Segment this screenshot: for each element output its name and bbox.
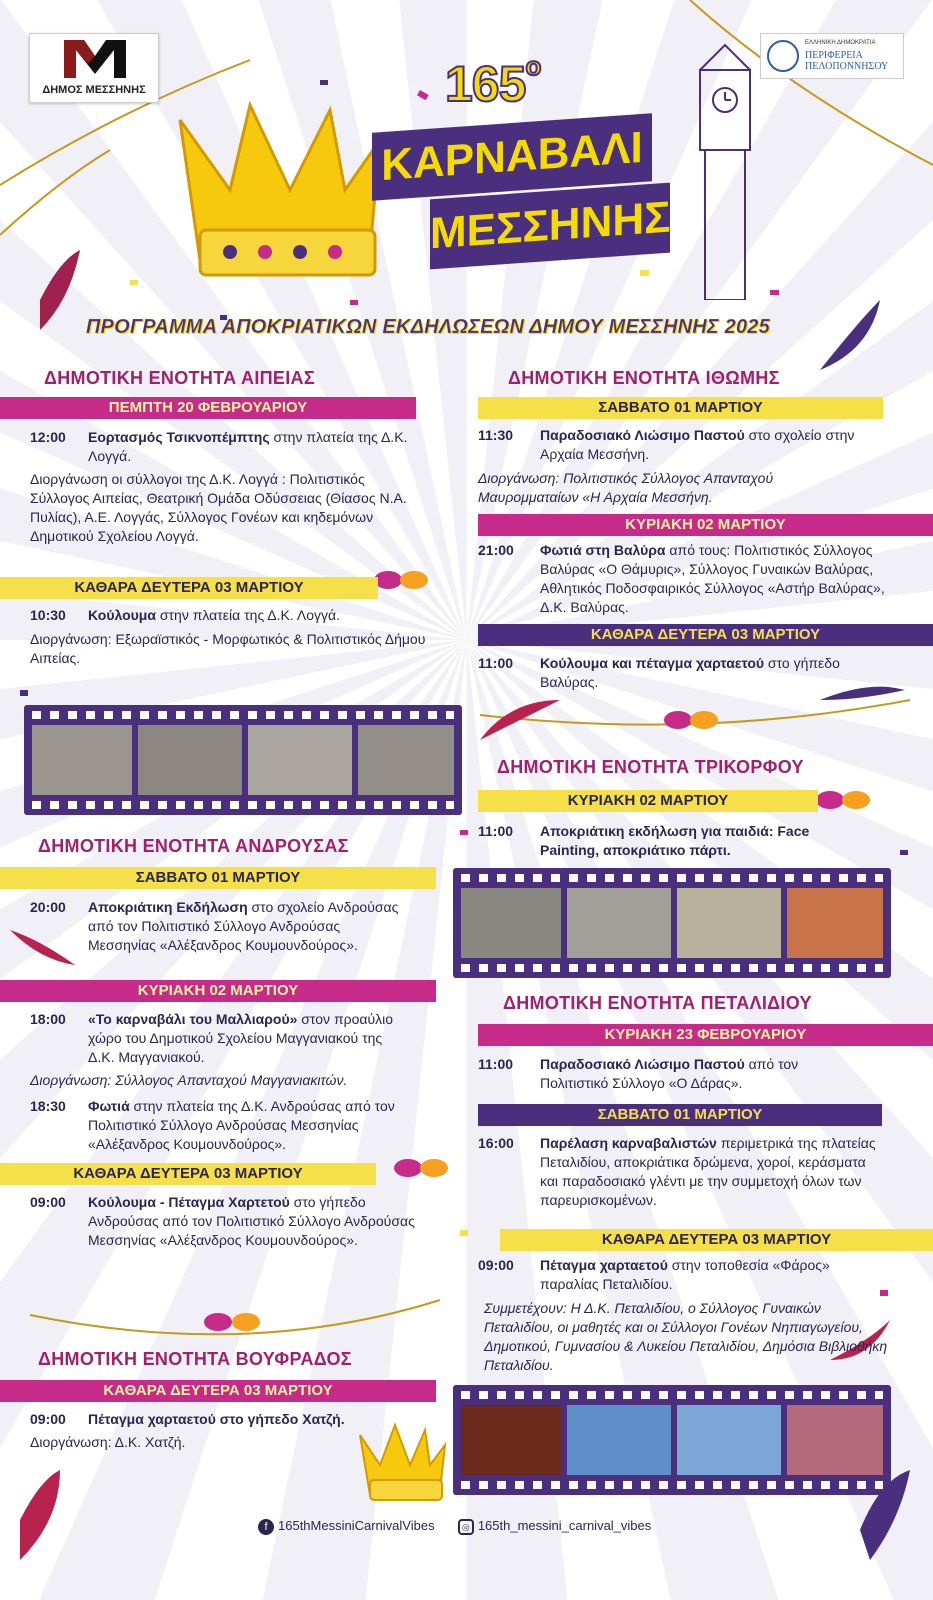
event-detail: στον προαύλιο χώρο του Δημοτικού Σχολείου Μαγγανιακού της Δ.Κ. Μαγγανιακού. (88, 1011, 393, 1065)
androusa-day1-bar: ΣΑΒΒΑΤΟ 01 ΜΑΡΤΙΟΥ (0, 867, 436, 889)
municipality-logo-label: ΔΗΜΟΣ ΜΕΣΣΗΝΗΣ (42, 84, 146, 96)
region-logo-line3: ΠΕΛΟΠΟΝΝΗΣΟΥ (805, 61, 889, 72)
aipeia-event1-organizers: Διοργάνωση οι σύλλογοι της Δ.Κ. Λογγά : Πολιτιστικός Σύλλογος Αιπείας, Θεατρική Ομάδα Οδύσσειας (Θίασος Ν.Α. Πυλίας), Α.Ε. Λογγάς, Σύλλογος Γονέων και κηδεμόνων Δημοτικού Σχολείου Λογγά. (30, 471, 407, 544)
event-time: 21:00 (478, 542, 514, 558)
event-title: Αποκριάτικη Εκδήλωση (88, 899, 248, 915)
ithomi-day2-bar: ΚΥΡΙΑΚΗ 02 ΜΑΡΤΙΟΥ (478, 514, 933, 536)
event-time: 18:30 (30, 1098, 66, 1114)
ithomi-day3-bar: ΚΑΘΑΡΑ ΔΕΥΤΕΡΑ 03 ΜΑΡΤΙΟΥ (478, 624, 933, 646)
unit-trikorfo-title: ΔΗΜΟΤΙΚΗ ΕΝΟΤΗΤΑ ΤΡΙΚΟΡΦΟΥ (497, 757, 804, 777)
event-time: 09:00 (30, 1194, 66, 1210)
region-logo-line2: ΠΕΡΙΦΕΡΕΙΑ (805, 50, 863, 61)
title-banner-line1: ΚΑΡΝΑΒΑΛΙ (372, 113, 652, 201)
event-title: Φωτιά στη Βαλύρα (540, 542, 666, 558)
androusa-event2-organizers: Διοργάνωση: Σύλλογος Απανταχού Μαγγανιακιτών. (30, 1072, 348, 1088)
ithomi-day1-bar: ΣΑΒΒΑΤΟ 01 ΜΑΡΤΙΟΥ (478, 397, 883, 419)
edition-ordinal: ο (525, 51, 541, 81)
municipality-logo (29, 33, 159, 103)
voufrada-day1-bar: ΚΑΘΑΡΑ ΔΕΥΤΕΡΑ 03 ΜΑΡΤΙΟΥ (0, 1380, 436, 1402)
unit-androusa-title: ΔΗΜΟΤΙΚΗ ΕΝΟΤΗΤΑ ΑΝΔΡΟΥΣΑΣ (38, 836, 349, 856)
event-time: 18:00 (30, 1011, 66, 1027)
edition-number (445, 51, 541, 113)
event-detail: στο σχολείο Ανδρούσας από τον Πολιτιστικό Σύλλογο Ανδρούσας Μεσσηνίας «Αλέξανδρος Κουμουνδούρος». (88, 899, 399, 953)
event-time: 16:00 (478, 1135, 514, 1151)
event-time: 11:30 (478, 427, 514, 443)
event-detail: από τους: Πολιτιστικός Σύλλογος Βαλύρας «Ο Θάμυρις», Σύλλογος Γυναικών Βαλύρας, Αθλητικός Ποδοσφαιρικός Σύλλογος «Αστήρ Βαλύρας», Δ.Κ. Βαλύρας. (540, 542, 885, 615)
archive-photo (32, 725, 132, 795)
region-logo-name (805, 50, 888, 72)
event-title: Εορτασμός Τσικνοπέμπτης (88, 429, 270, 445)
carnival-photo (677, 888, 781, 958)
instagram-icon: ◎ (458, 1519, 474, 1535)
unit-ithomi-title: ΔΗΜΟΤΙΚΗ ΕΝΟΤΗΤΑ ΙΘΩΜΗΣ (508, 368, 780, 388)
event-title: Παρέλαση καρναβαλιστών (540, 1135, 717, 1151)
androusa-day3-bar: ΚΑΘΑΡΑ ΔΕΥΤΕΡΑ 03 ΜΑΡΤΙΟΥ (0, 1163, 376, 1185)
event-detail: περιμετρικά της πλατείας Πεταλιδίου, αποκριάτικα δρώμενα, χοροί, κεράσματα και παραδοσιακό γλέντι με την συμμετοχή όλων των παρευρισκομένων. (540, 1135, 876, 1208)
bonfire-photo (461, 1405, 561, 1475)
archive-photo (358, 725, 454, 795)
event-detail: στην τοποθεσία «Φάρος» παραλίας Πεταλιδίου. (540, 1257, 830, 1292)
event-time: 09:00 (478, 1257, 514, 1273)
event-detail: στην πλατεία της Δ.Κ. Ανδρούσας από τον Πολιτιστικό Σύλλογο Ανδρούσας Μεσσηνίας «Αλέξανδρος Κουμουνδούρος». (88, 1098, 395, 1152)
androusa-day2-bar: ΚΥΡΙΑΚΗ 02 ΜΑΡΤΙΟΥ (0, 980, 436, 1002)
crown-icon (170, 100, 390, 290)
event-detail: από τον Πολιτιστικό Σύλλογο «Ο Δάρας». (540, 1056, 799, 1091)
ithomi-event1-organizers: Διοργάνωση: Πολιτιστικός Σύλλογος Απανταχού Μαυρομματαίων «Η Αρχαία Μεσσήνη. (478, 470, 774, 505)
event-time: 11:00 (478, 655, 514, 671)
clock-tower-icon (690, 40, 760, 300)
aipeia-day1-bar: ΠΕΜΠΤΗ 20 ΦΕΒΡΟΥΑΡΙΟΥ (0, 397, 416, 419)
event-time: 20:00 (30, 899, 66, 915)
photo-filmstrip-1 (24, 705, 462, 815)
instagram-handle[interactable]: 165th_messini_carnival_vibes (477, 1518, 652, 1533)
unit-voufrada-title: ΔΗΜΟΤΙΚΗ ΕΝΟΤΗΤΑ ΒΟΥΦΡΑΔΟΣ (38, 1349, 352, 1369)
event-title: Κούλουμα και πέταγμα χαρταετού (540, 655, 765, 671)
aipeia-event2-organizers: Διοργάνωση: Εξωραϊστικός - Μορφωτικός & Πολιτιστικός Δήμου Αιπείας. (30, 631, 426, 666)
crowd-photo (787, 1405, 883, 1475)
mask-float-photo (677, 1405, 781, 1475)
voufrada-event1-organizers: Διοργάνωση: Δ.Κ. Χατζή. (30, 1434, 186, 1450)
carnival-photo (787, 888, 883, 958)
event-title: Κούλουμα - Πέταγμα Χαρτετού (88, 1194, 290, 1210)
event-title: Φωτιά (88, 1098, 130, 1114)
title-banner-line2: ΜΕΣΣΗΝΗΣ (430, 183, 670, 270)
archive-photo (567, 888, 671, 958)
unit-petalidi-title: ΔΗΜΟΤΙΚΗ ΕΝΟΤΗΤΑ ΠΕΤΑΛΙΔΙΟΥ (503, 993, 812, 1013)
event-title: Παραδοσιακό Λιώσιμο Παστού (540, 427, 745, 443)
aipeia-day2-bar: ΚΑΘΑΡΑ ΔΕΥΤΕΡΑ 03 ΜΑΡΤΙΟΥ (0, 577, 378, 599)
archive-photo (138, 725, 242, 795)
event-time: 11:00 (478, 1056, 514, 1072)
event-title: «Το καρναβάλι του Μαλλιαρού» (88, 1011, 298, 1027)
archive-photo (461, 888, 561, 958)
event-time: 12:00 (30, 429, 66, 445)
event-detail: στην πλατεία της Δ.Κ. Λογγά. (155, 607, 341, 623)
event-title: Πέταγμα χαρταετού στο γήπεδο Χατζή. (88, 1411, 345, 1427)
unit-aipeia-title: ΔΗΜΟΤΙΚΗ ΕΝΟΤΗΤΑ ΑΙΠΕΙΑΣ (44, 368, 315, 388)
event-time: 10:30 (30, 607, 66, 623)
photo-filmstrip-3 (453, 1385, 891, 1495)
event-title: Κούλουμα (88, 607, 156, 623)
program-title: ΠΡΟΓΡΑΜΜΑ ΑΠΟΚΡΙΑΤΙΚΩΝ ΕΚΔΗΛΩΣΕΩΝ ΔΗΜΟΥ ΜΕΣΣΗΝΗΣ 2025 (86, 316, 770, 338)
photo-filmstrip-2 (453, 868, 891, 978)
petalidi-event3-participants: Συμμετέχουν: Η Δ.Κ. Πεταλιδίου, ο Σύλλογος Γυναικών Πεταλιδίου, οι μαθητές και οι Σύλλογοι Γονέων Νηπιαγωγείου, Δημοτικού, Γυμνασίου & Λυκείου Πεταλιδίου, Δημόσια Βιβλιοθήκη Πεταλιδίου. (484, 1300, 888, 1373)
region-logo-line1: ΕΛΛΗΝΙΚΗ ΔΗΜΟΚΡΑΤΙΑ (805, 40, 876, 46)
event-detail: στο σχολείο στην Αρχαία Μεσσήνη. (540, 427, 855, 462)
messini-m-logo-icon (64, 40, 126, 78)
petalidi-day1-bar: ΚΥΡΙΑΚΗ 23 ΦΕΒΡΟΥΑΡΙΟΥ (478, 1024, 933, 1046)
edition-value: 165 (445, 56, 526, 112)
event-time: 09:00 (30, 1411, 66, 1427)
event-title: Πέταγμα χαρταετού (540, 1257, 668, 1273)
greek-seal-icon (767, 40, 799, 72)
event-time: 11:00 (478, 823, 514, 839)
small-crown-icon (355, 1420, 450, 1505)
region-logo (760, 33, 904, 79)
float-photo (567, 1405, 671, 1475)
facebook-handle[interactable]: 165thMessiniCarnivalVibes (278, 1518, 435, 1533)
petalidi-day3-bar: ΚΑΘΑΡΑ ΔΕΥΤΕΡΑ 03 ΜΑΡΤΙΟΥ (500, 1229, 933, 1251)
event-title: Παραδοσιακό Λιώσιμο Παστού (540, 1056, 745, 1072)
event-title: Αποκριάτικη εκδήλωση για παιδιά: Face Painting, αποκριάτικο πάρτι. (540, 823, 810, 858)
facebook-icon: f (258, 1519, 274, 1535)
archive-photo (248, 725, 352, 795)
event-detail: στο γήπεδο Ανδρούσας από τον Πολιτιστικό Σύλλογο Ανδρούσας Μεσσηνίας «Αλέξανδρος Κουμουνδούρος». (88, 1194, 415, 1248)
trikorfo-day1-bar: ΚΥΡΙΑΚΗ 02 ΜΑΡΤΙΟΥ (478, 790, 818, 812)
social-footer (258, 1518, 651, 1535)
event-detail: στην πλατεία της Δ.Κ. Λογγά. (88, 429, 408, 464)
petalidi-day2-bar: ΣΑΒΒΑΤΟ 01 ΜΑΡΤΙΟΥ (478, 1104, 882, 1126)
event-detail: στο γήπεδο Βαλύρας. (540, 655, 840, 690)
